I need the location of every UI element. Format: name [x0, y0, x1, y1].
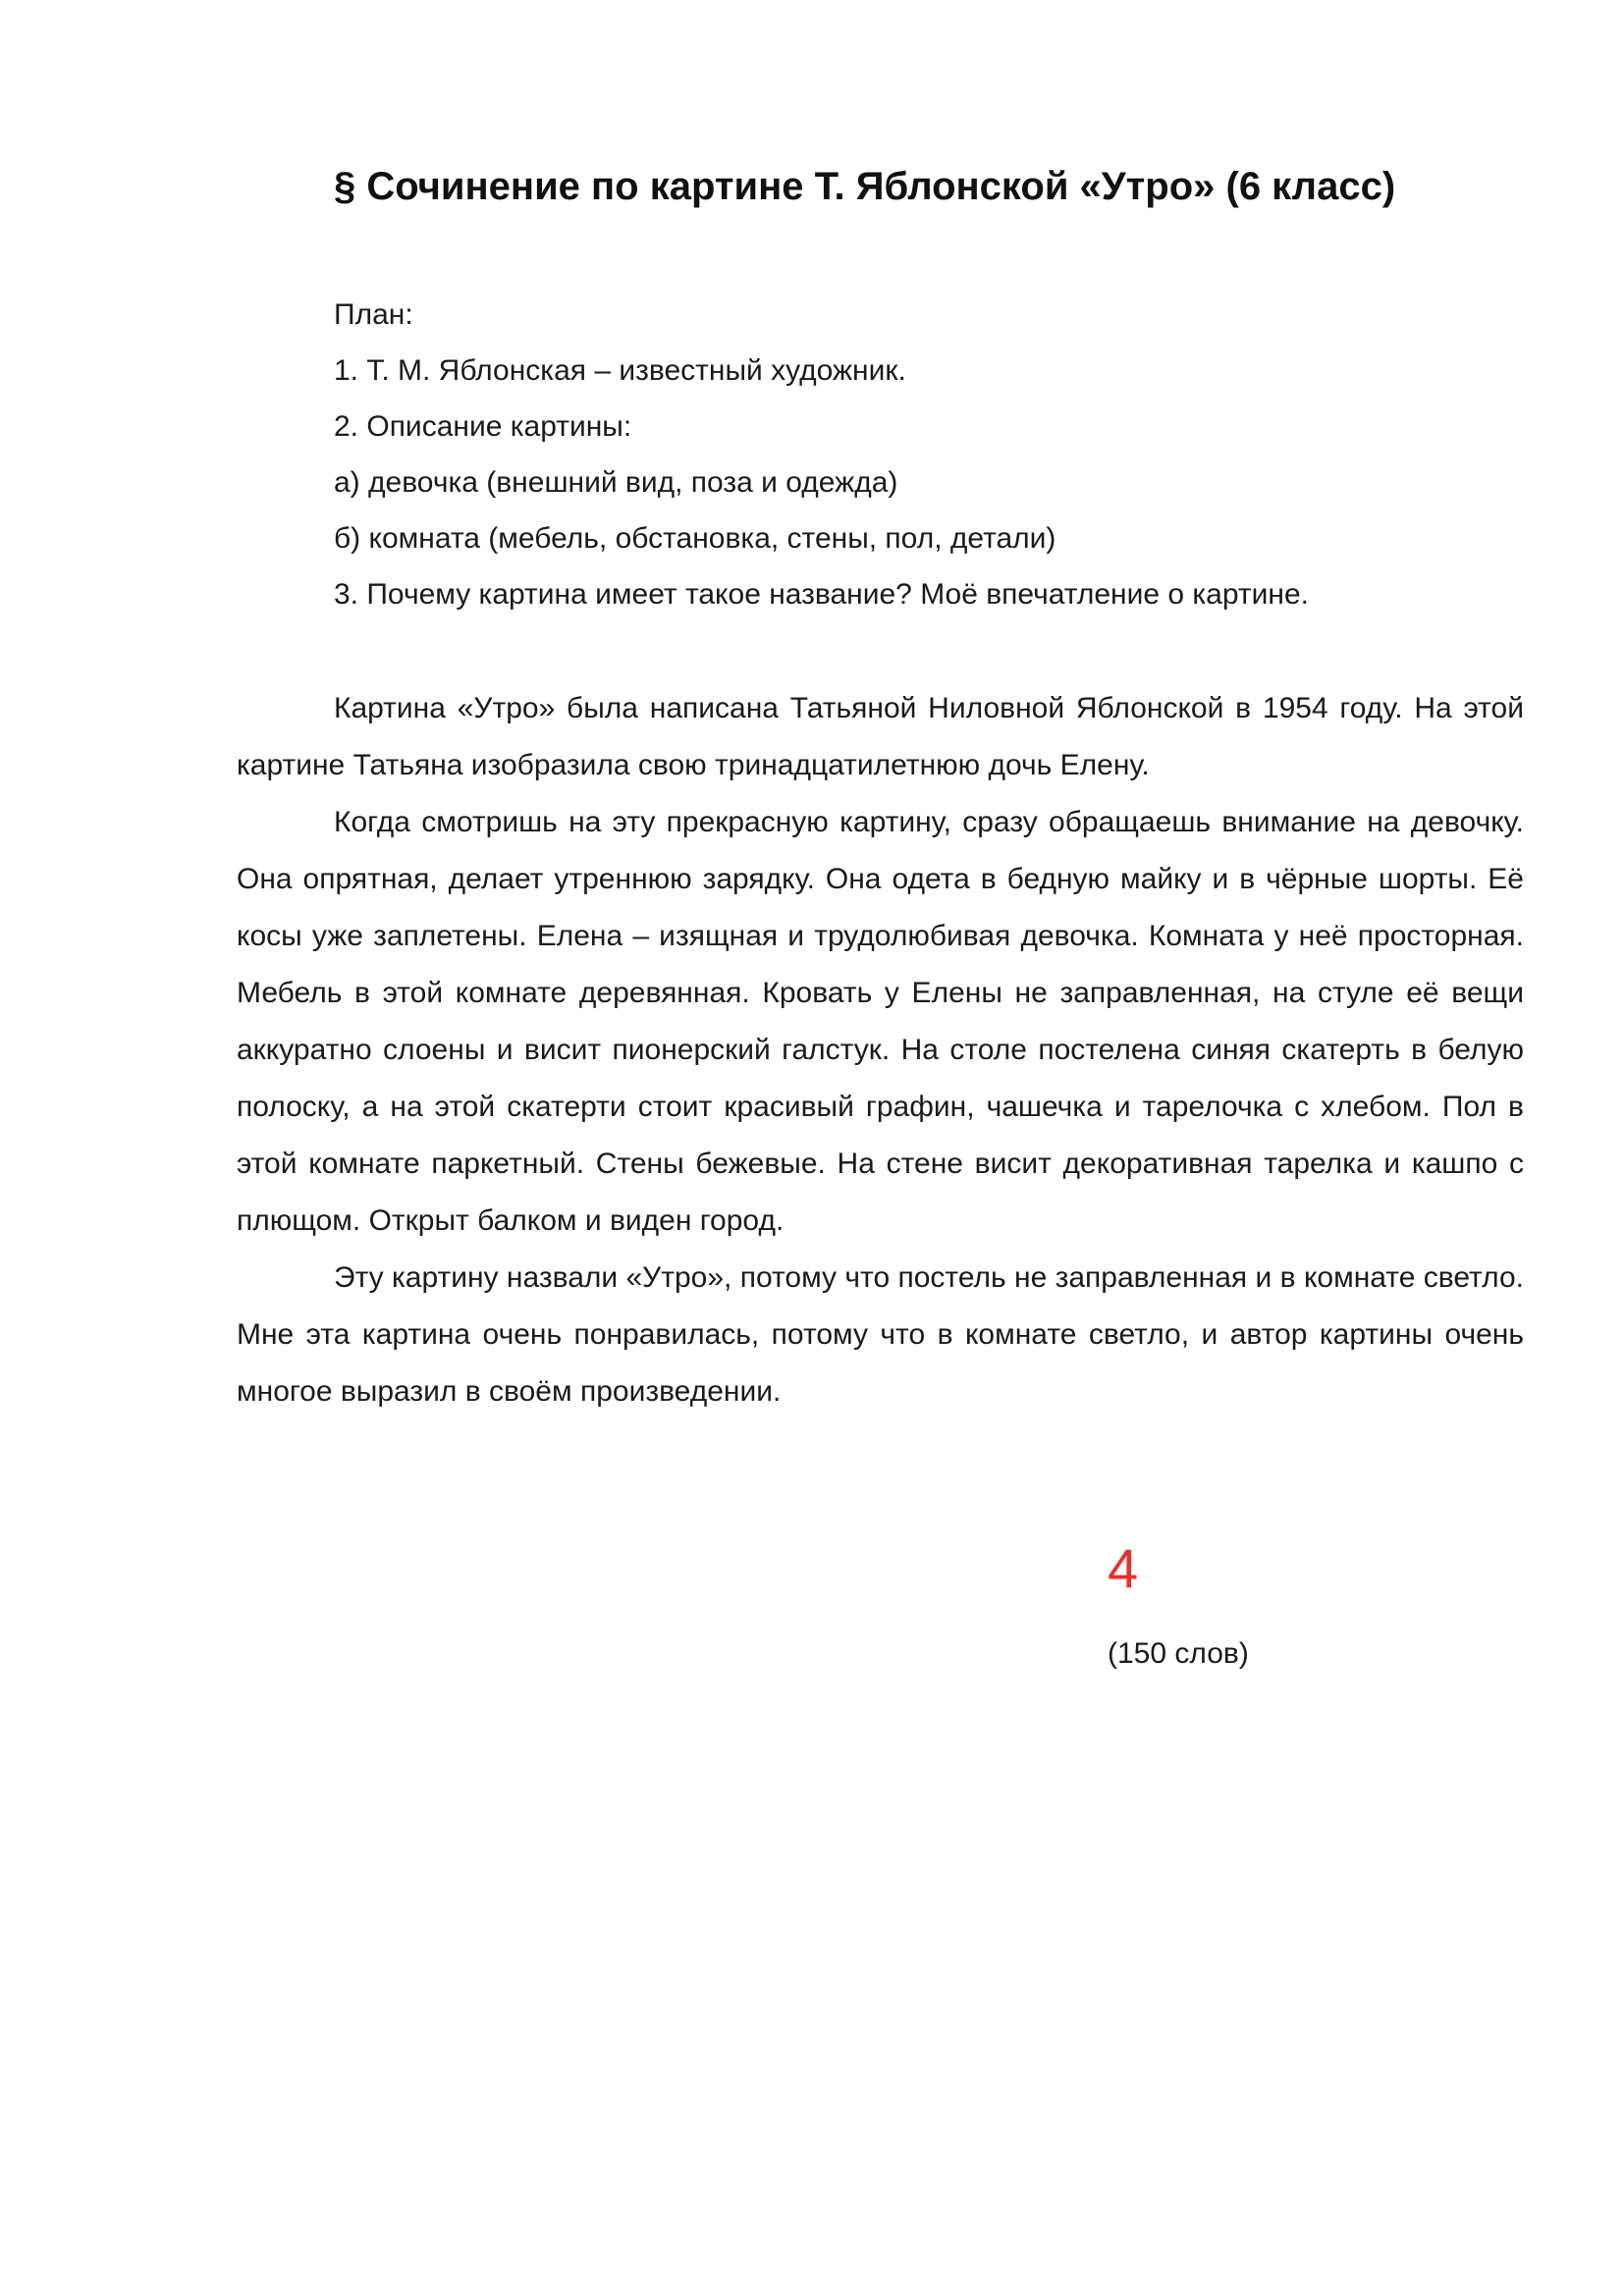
plan-item: 3. Почему картина имеет такое название? Моё впечатление о картине. [334, 578, 1309, 611]
plan-subitem: б) комната (мебель, обстановка, стены, пол, детали) [334, 522, 1056, 555]
essay-body [237, 680, 1524, 1420]
document-title: § Сочинение по картине Т. Яблонской «Утро» (6 класс) [334, 165, 1396, 208]
word-count: (150 слов) [1108, 1637, 1249, 1670]
essay-paragraph: Когда смотришь на эту прекрасную картину, сразу обращаешь внимание на девочку. Она опрятная, делает утреннюю зарядку. Она одета в бедную майку и в чёрные шорты. Её косы уже заплетены. Елена – изящная и трудолюбивая девочка. Комната у неё просторная. Мебель в этой комнате деревянная. Кровать у Елены не заправленная, на стуле её вещи аккуратно слоены и висит пионерский галстук. На столе постелена синяя скатерть в белую полоску, а на этой скатерти стоит красивый графин, чашечка и тарелочка с хлебом. Пол в этой комнате паркетный. Стены бежевые. На стене висит декоративная тарелка и кашпо с плющом. Открыт балком и виден город. [237, 806, 1524, 1237]
plan-subitem: а) девочка (внешний вид, поза и одежда) [334, 466, 898, 499]
plan-item: 1. Т. М. Яблонская – известный художник. [334, 354, 906, 387]
essay-paragraph: Эту картину назвали «Утро», потому что постель не заправленная и в комнате светло. Мне эта картина очень понравилась, потому что в комнате светло, и автор картины очень многое выразил в своём произведении. [237, 1261, 1524, 1408]
grade-mark: 4 [1108, 1537, 1139, 1599]
plan-heading: План: [334, 298, 413, 331]
essay-paragraph: Картина «Утро» была написана Татьяной Ниловной Яблонской в 1954 году. На этой картине Татьяна изобразила свою тринадцатилетнюю дочь Елену. [237, 692, 1524, 781]
plan-item: 2. Описание картины: [334, 410, 632, 443]
essay-plan [334, 287, 1542, 622]
